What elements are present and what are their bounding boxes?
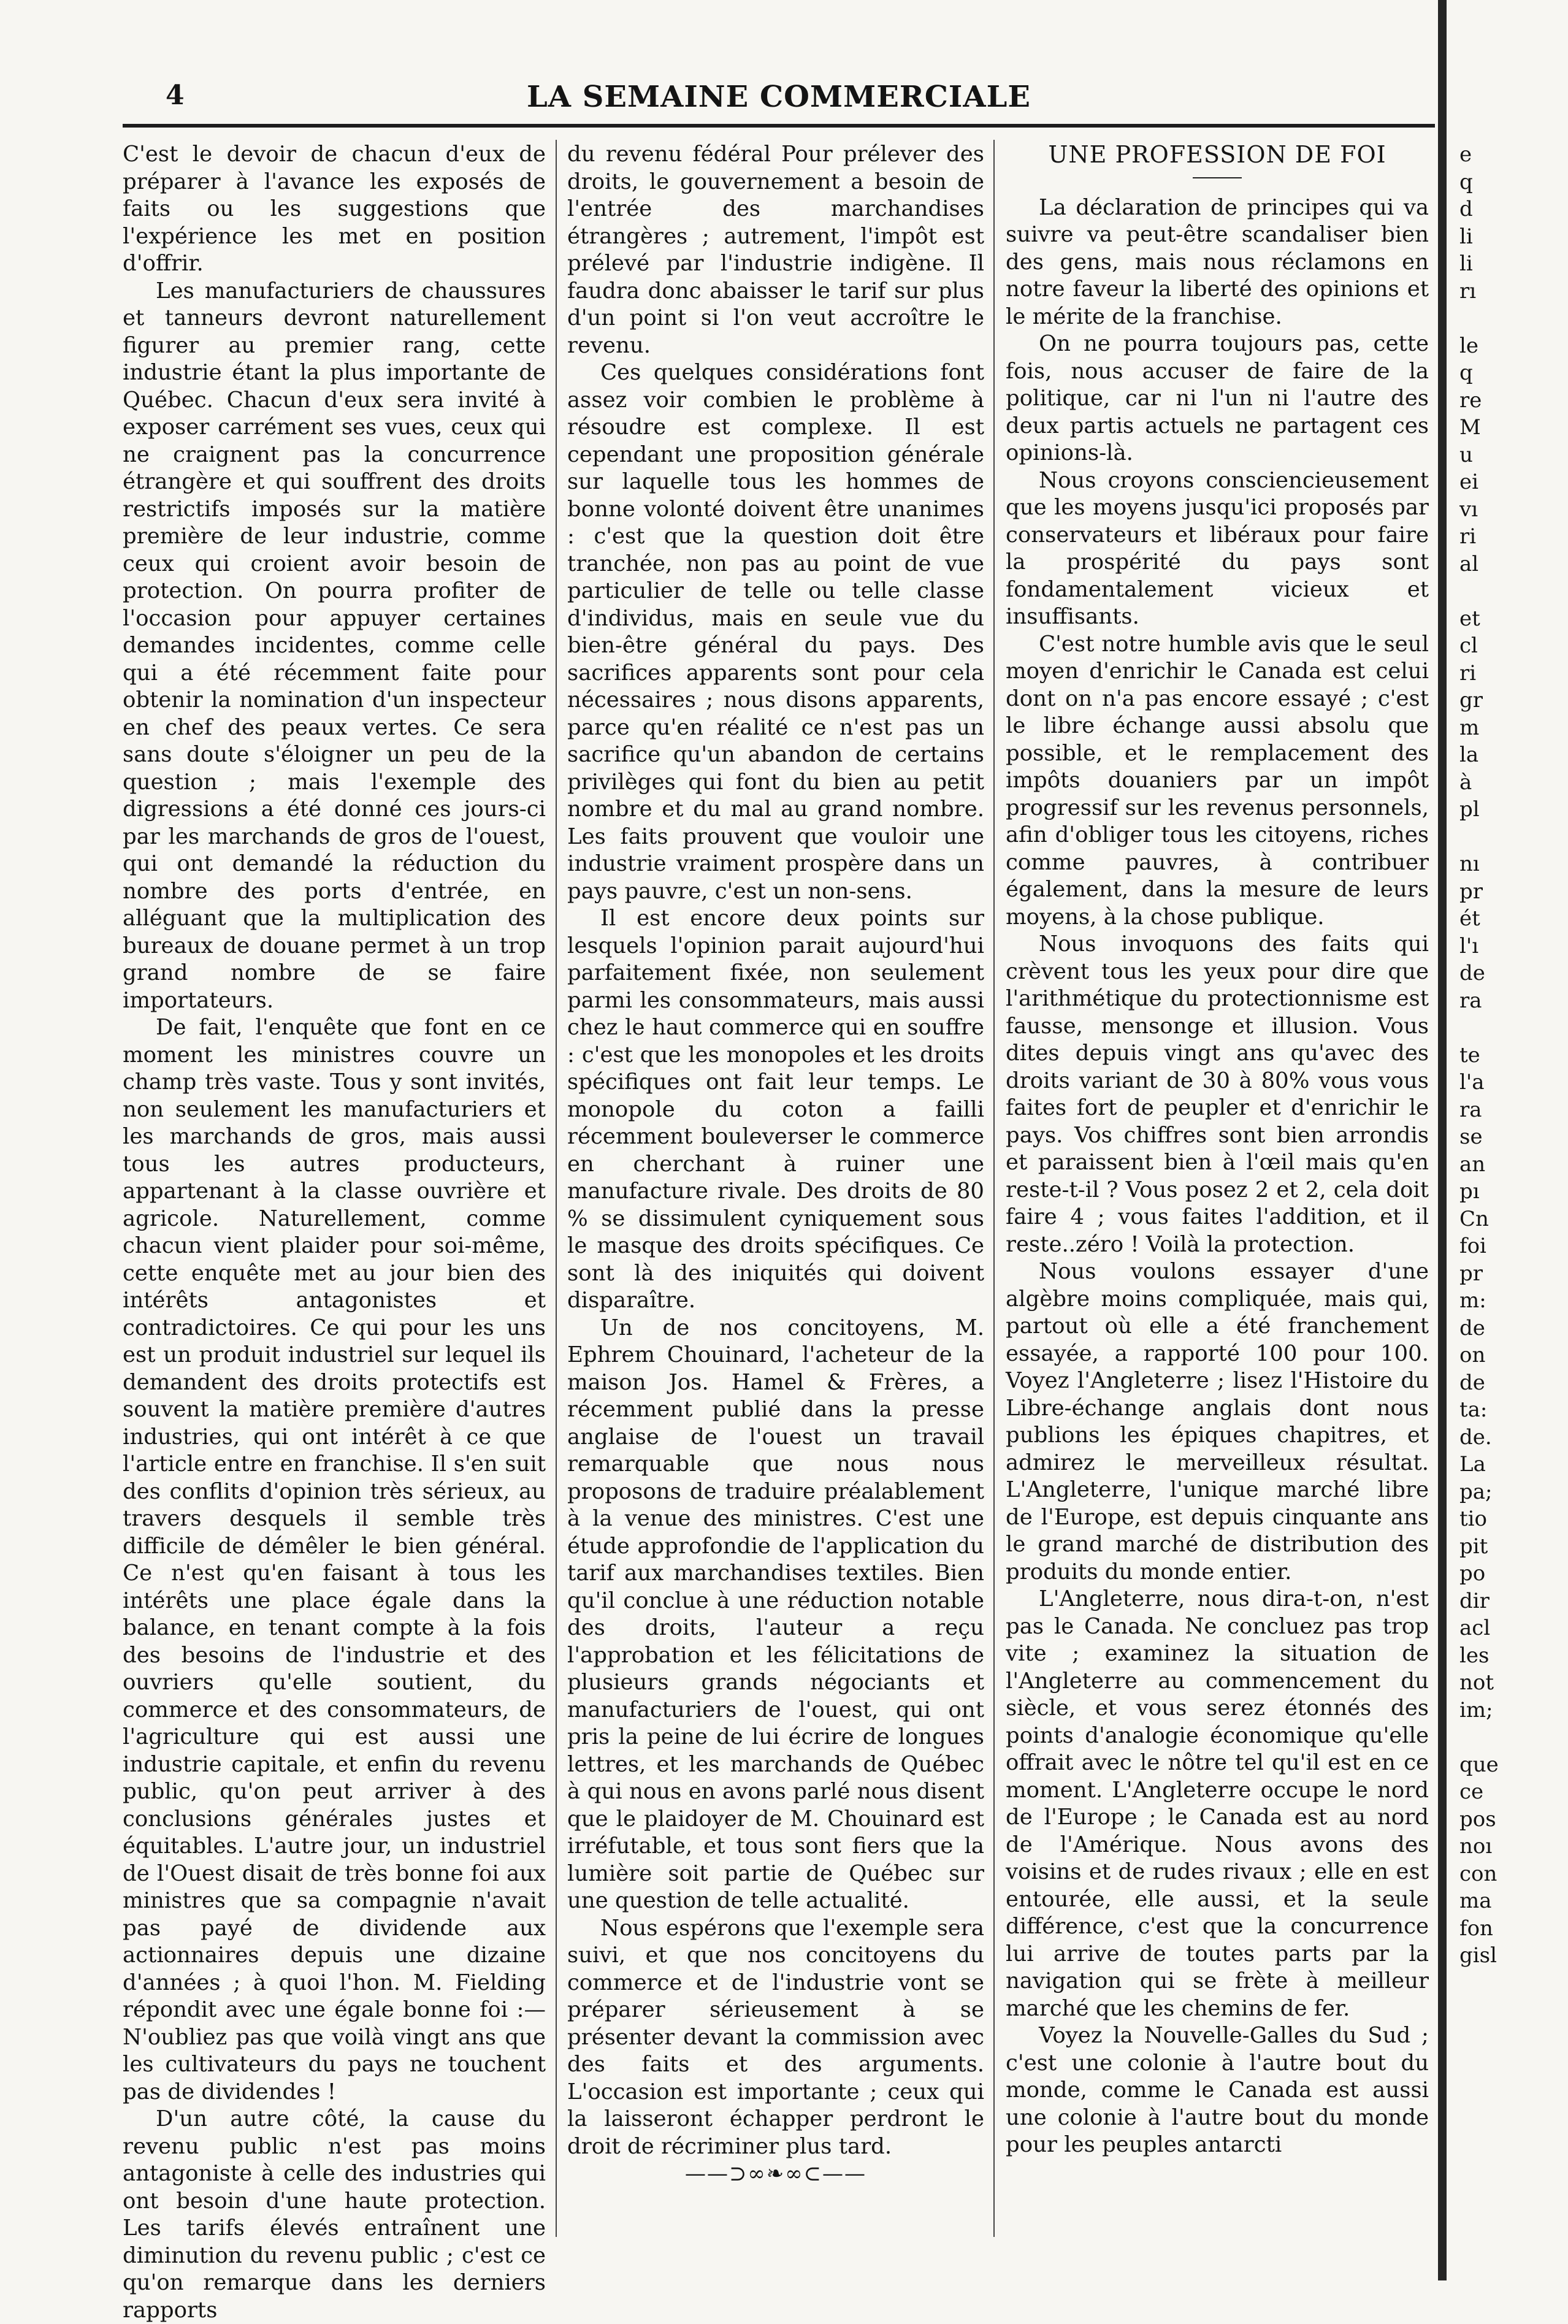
margin-fragment: vı xyxy=(1459,497,1478,522)
margin-fragment: foi xyxy=(1459,1234,1486,1258)
margin-fragment: nı xyxy=(1459,852,1480,876)
margin-fragment: fon xyxy=(1459,1916,1493,1941)
article-title: UNE PROFESSION DE FOI xyxy=(1048,141,1386,168)
margin-fragment: rı xyxy=(1459,278,1477,304)
margin-fragment: les xyxy=(1459,1643,1490,1668)
margin-fragment: ce xyxy=(1459,1779,1484,1804)
margin-fragment: la xyxy=(1459,743,1479,767)
paragraph: Il est encore deux points sur lesquels l'opinion parait aujourd'hui parfaitement fixée, non seulement parmi les consommateurs, mais aussi chez le haut commerce qui en souffre : c'est que les monopoles et les droits spécifiques ont fait leur temps. Le monopole du coton a failli récemment bouleverser le commerce en cherchant à ruiner une manufacture rivale. Des droits de 80 % se dissimulent cyniquement sous le masque des droits spécifiques. Ce sont là des iniquités qui doivent disparaître. xyxy=(567,906,984,1313)
column-divider-1 xyxy=(556,140,557,2237)
margin-fragment: de xyxy=(1459,961,1485,985)
page-number: 4 xyxy=(166,80,185,111)
margin-fragment: not xyxy=(1459,1670,1494,1695)
margin-fragment xyxy=(1459,305,1551,332)
margin-fragment: l'ı xyxy=(1459,933,1479,958)
margin-fragment: im; xyxy=(1459,1697,1493,1722)
adjacent-page-fragments xyxy=(1459,141,1551,1970)
margin-fragment xyxy=(1459,1724,1551,1751)
paragraph: Voyez la Nouvelle-Galles du Sud ; c'est une colonie à l'autre bout du monde, comme le Canada est aussi une colonie à l'autre bout du monde pour les peuples antarcti xyxy=(1006,2023,1429,2157)
margin-fragment: de xyxy=(1459,1370,1485,1395)
paragraph: Nous croyons consciencieusement que les moyens jusqu'ici proposés par conservateurs et libéraux pour faire la prospérité du pays sont fondamentalement vicieux et insuffisants. xyxy=(1006,467,1429,629)
margin-fragment: al xyxy=(1459,551,1479,576)
margin-fragment: li xyxy=(1459,251,1473,276)
margin-fragment: m xyxy=(1459,715,1480,740)
margin-fragment: La xyxy=(1459,1452,1486,1477)
paragraph: Nous invoquons des faits qui crèvent tous les yeux pour dire que l'arithmétique du protectionnisme est fausse, mensonge et illusion. Vous dites depuis vingt ans qu'avec des droits variant de 30 à 80% vous vous faites fort de peupler et d'enrichir le pays. Vos chiffres sont bien arrondis et paraissent bien à l'œil mais qu'en reste-t-il ? Vous posez 2 et 2, cela doit faire 4 ; vous faites l'addition, et il reste..zéro ! Voilà la protection. xyxy=(1006,931,1429,1257)
margin-fragment: ta: xyxy=(1459,1397,1488,1422)
margin-fragment: pr xyxy=(1459,1261,1483,1286)
margin-fragment: an xyxy=(1459,1152,1486,1177)
margin-fragment xyxy=(1459,578,1551,605)
paragraph: Les manufacturiers de chaussures et tanneurs devront naturellement figurer au premier rang, cette industrie étant la plus importante de Québec. Chacun d'eux sera invité à exposer carrément ses vues, ceux qui ne craignent pas la concurrence étrangère et qui souffrent des droits restrictifs imposés sur la matière première de leur industrie, comme ceux qui croient avoir besoin de protection. On pourra profiter de l'occasion pour appuyer certaines demandes incidentes, comme celle qui a été récemment faite pour obtenir la nomination d'un inspecteur en chef des peaux vertes. Ce sera sans doute s'éloigner un peu de la question ; mais l'exemple des digressions a été donné ces jours-ci par les marchands de gros de l'ouest, qui ont demandé la réduction du nombre des ports d'entrée, en alléguant que la multiplication des bureaux de douane permet à un trop grand nombre de se faire importateurs. xyxy=(123,278,546,1013)
margin-fragment: dir xyxy=(1459,1588,1490,1613)
paragraph: On ne pourra toujours pas, cette fois, nous accuser de faire de la politique, car ni l'un ni l'autre des deux partis actuels ne partagent ces opinions-là. xyxy=(1006,331,1429,465)
paragraph: du revenu fédéral Pour prélever des droits, le gouvernement a besoin de l'entrée des marchandises étrangères ; autrement, l'impôt est prélevé par l'industrie indigène. Il faudra donc abaisser le tarif sur plus d'un point si l'on veut accroître le revenu. xyxy=(567,142,984,358)
margin-fragment: acl xyxy=(1459,1616,1491,1640)
margin-fragment: pr xyxy=(1459,879,1483,904)
paragraph: Un de nos concitoyens, M. Ephrem Chouinard, l'acheteur de la maison Jos. Hamel & Frères, a récemment publié dans la presse anglaise de l'ouest un travail remarquable que nous nous proposons de traduire préalablement à la venue des ministres. C'est une étude approfondie de l'application du tarif aux marchandises textiles. Bien qu'il conclue à une réduction notable des droits, l'auteur a reçu l'approbation et les félicitations de plusieurs grands négociants et manufacturiers de l'ouest, qui ont pris la peine de lui écrire de longues lettres, et les marchands de Québec à qui nous en avons parlé nous disent que le plaidoyer de M. Chouinard est irréfutable, et tous sont fiers que la lumière soit partie de Québec sur une question de telle actualité. xyxy=(567,1315,984,1913)
margin-fragment xyxy=(1459,824,1551,851)
margin-fragment: que xyxy=(1459,1752,1499,1777)
margin-fragment: se xyxy=(1459,1125,1483,1149)
paragraph: D'un autre côté, la cause du revenu public n'est pas moins antagoniste à celle des industries qui ont besoin d'une haute protection. Les tarifs élevés entraînent une diminution du revenu public ; c'est ce qu'on remarque dans les derniers rapports xyxy=(123,2106,546,2323)
margin-fragment: con xyxy=(1459,1861,1497,1886)
paragraph: La déclaration de principes qui va suivre va peut-être scandaliser bien des gens, mais nous réclamons en notre faveur la liberté des opinions et le mérite de la franchise. xyxy=(1006,194,1429,329)
paragraph: C'est le devoir de chacun d'eux de préparer à l'avance les exposés de faits ou les suggestions que l'expérience les met en position d'offrir. xyxy=(123,142,546,276)
margin-fragment: pl xyxy=(1459,797,1480,822)
margin-fragment: e xyxy=(1459,142,1472,167)
margin-fragment: Cn xyxy=(1459,1206,1489,1231)
margin-fragment: po xyxy=(1459,1561,1486,1586)
margin-fragment: te xyxy=(1459,1042,1480,1068)
margin-fragment: m: xyxy=(1459,1288,1486,1313)
margin-fragment: ét xyxy=(1459,906,1480,931)
margin-fragment: ri xyxy=(1459,660,1477,686)
margin-fragment: u xyxy=(1459,442,1473,467)
margin-fragment: ma xyxy=(1459,1889,1492,1913)
margin-fragment xyxy=(1459,1014,1551,1042)
paragraph: C'est notre humble avis que le seul moyen d'enrichir le Canada est celui dont on n'a pas encore essayé ; c'est le libre échange aussi absolu que possible, et le remplacement des impôts douaniers par un impôt progressif sur les revenus personnels, afin d'obliger tous les citoyens, riches comme pauvres, à contribuer également, dans la mesure de leurs moyens, à la chose publique. xyxy=(1006,631,1429,930)
margin-fragment: d xyxy=(1459,197,1473,221)
margin-fragment: pos xyxy=(1459,1806,1496,1832)
paragraph: L'Angleterre, nous dira-t-on, n'est pas le Canada. Ne concluez pas trop vite ; examinez la situation de l'Angleterre au commencement du siècle, et vous serez étonnés des points d'analogie économique qu'elle offrait avec le nôtre tel qu'il est en ce moment. L'Angleterre occupe le nord de l'Europe ; le Canada est au nord de l'Amérique. Nous avons des voisins et de rudes rivaux ; elle en est entourée, elle aussi, et la seule différence, c'est que la concurrence lui arrive de toutes parts par la navigation qui se frète à meilleur marché que les chemins de fer. xyxy=(1006,1586,1429,2021)
margin-fragment: le xyxy=(1459,333,1478,358)
margin-fragment: ei xyxy=(1459,470,1478,494)
column-3 xyxy=(1006,141,1429,2238)
margin-fragment: l'a xyxy=(1459,1070,1485,1095)
margin-fragment: q xyxy=(1459,169,1473,194)
margin-fragment: q xyxy=(1459,361,1473,385)
margin-fragment: tio xyxy=(1459,1507,1488,1531)
title-rule xyxy=(1193,177,1242,178)
paragraph: Ces quelques considérations font assez voir combien le problème à résoudre est complexe. Il est cependant une proposition générale sur laquelle tous les hommes de bonne volonté doivent être unanimes : c'est que la question doit être tranchée, non pas au point de vue particulier de telle ou telle classe d'individus, mais en seule vue du bien-être général du pays. Des sacrifices apparents sont pour cela nécessaires ; nous disons apparents, parce qu'en réalité ce n'est pas un sacrifice qu'un abandon de certains privilèges qui font du bien au petit nombre et du mal au grand nombre. Les faits prouvent que vouloir une industrie vraiment prospère dans un pays pauvre, c'est un non-sens. xyxy=(567,360,984,904)
margin-fragment: de. xyxy=(1459,1424,1492,1450)
margin-fragment: gisl xyxy=(1459,1943,1497,1968)
margin-fragment: pit xyxy=(1459,1534,1488,1559)
masthead-title: LA SEMAINE COMMERCIALE xyxy=(527,80,1031,114)
margin-fragment: pı xyxy=(1459,1179,1480,1204)
paragraph: Nous voulons essayer d'une algèbre moins compliquée, mais qui, partout où elle a été franchement essayée, a rapporté 100 pour 100. Voyez l'Angleterre ; lisez l'Histoire du Libre-échange anglais dont nous publions les épiques chapitres, et admirez le merveilleux résultat. L'Angleterre, l'unique marché libre de l'Europe, est depuis cinquante ans le grand marché de distribution des produits du monde entier. xyxy=(1006,1259,1429,1584)
margin-fragment: à xyxy=(1459,770,1472,795)
margin-fragment: ri xyxy=(1459,524,1477,549)
page-header xyxy=(123,80,1435,123)
margin-fragment: ra xyxy=(1459,988,1482,1013)
margin-fragment: li xyxy=(1459,224,1473,249)
column-divider-2 xyxy=(993,140,995,2237)
paragraph: De fait, l'enquête que font en ce moment les ministres couvre un champ très vaste. Tous y sont invités, non seulement les manufacturiers et les marchands de gros, mais aussi tous les autres producteurs, appartenant à la classe ouvrière et agricole. Naturellement, comme chacun vient plaider pour soi-même, cette enquête met au jour bien des intérêts antagonistes et contradictoires. Ce qui pour les uns est un produit industriel sur lequel ils demandent des droits protectifs est souvent la matière première d'autres industries, qui ont intérêt à ce que l'article entre en franchise. Il s'en suit des conflits d'opinion très sérieux, au travers desquels il semble très difficile de démêler le bien général. Ce n'est qu'en faisant à tous les intérêts une place égale dans la balance, en tenant compte à la fois des besoins de l'industrie et des ouvriers qu'elle soutient, du commerce et des consommateurs, de l'agriculture qui est aussi une industrie capitale, et enfin du revenu public, qu'on peut arriver à des conclusions générales justes et équitables. L'autre jour, un industriel de l'Ouest disait de très bonne foi aux ministres que sa compagnie n'avait pas payé de dividende aux actionnaires depuis une dizaine d'années ; à quoi l'hon. M. Fielding répondit avec une égale bonne foi :—N'oubliez pas que voilà vingt ans que les cultivateurs du pays ne touchent pas de dividendes ! xyxy=(123,1015,546,2104)
margin-fragment: ra xyxy=(1459,1097,1482,1122)
margin-fragment: cl xyxy=(1459,633,1478,658)
margin-fragment: pa; xyxy=(1459,1479,1493,1504)
ornament-divider: ——⊃∞❧∞⊂—— xyxy=(684,2162,867,2186)
header-rule xyxy=(123,124,1435,128)
column-1 xyxy=(123,141,546,2323)
margin-fragment: on xyxy=(1459,1343,1486,1367)
margin-fragment: noı xyxy=(1459,1834,1493,1859)
margin-fragment: et xyxy=(1459,606,1480,631)
binding-edge xyxy=(1438,0,1447,2280)
margin-fragment: gr xyxy=(1459,688,1483,713)
margin-fragment: M xyxy=(1459,415,1481,440)
paragraph: Nous espérons que l'exemple sera suivi, et que nos concitoyens du commerce et de l'industrie vont se préparer sérieusement à se présenter devant la commission avec des faits et des arguments. L'occasion est importante ; ceux qui la laisseront échapper perdront le droit de récriminer plus tard. xyxy=(567,1915,984,2159)
margin-fragment: de xyxy=(1459,1315,1485,1340)
margin-fragment: re xyxy=(1459,388,1482,413)
column-2 xyxy=(567,141,984,2238)
